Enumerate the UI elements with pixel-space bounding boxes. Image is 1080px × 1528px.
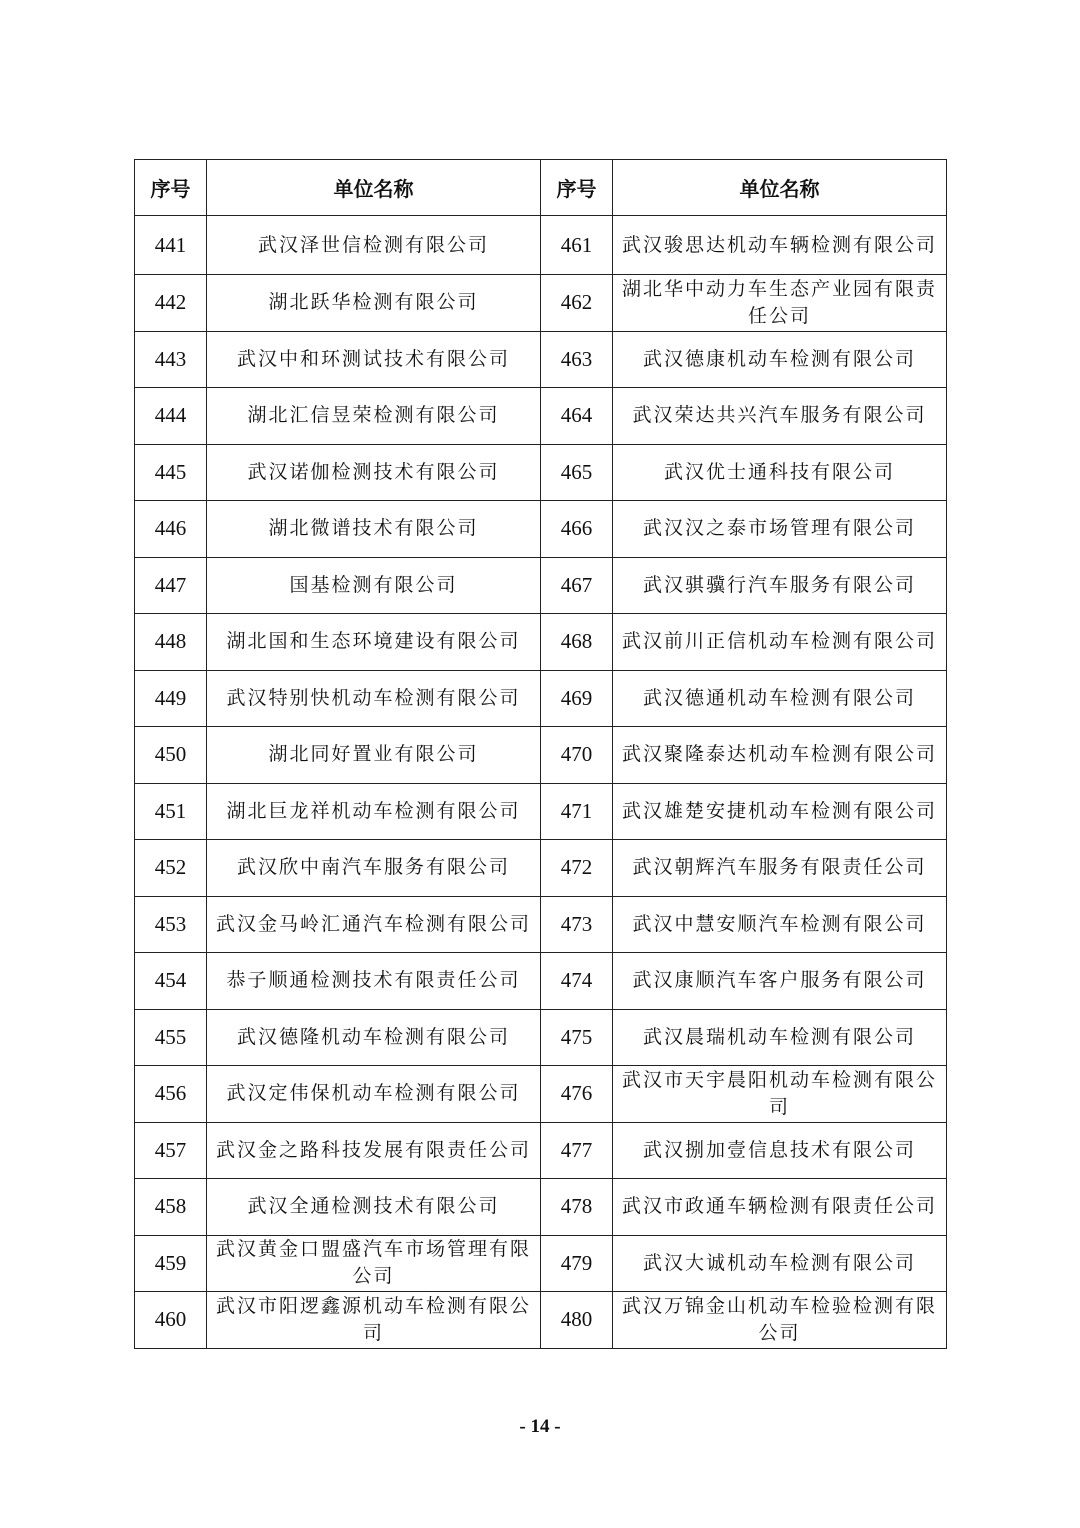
- left-name-cell: 湖北微谱技术有限公司: [207, 501, 541, 558]
- right-name-cell: 武汉汉之泰市场管理有限公司: [613, 501, 947, 558]
- header-name-right: 单位名称: [613, 160, 947, 216]
- table-row: [135, 896, 947, 953]
- table-row: [135, 557, 947, 614]
- left-seq-cell: 446: [135, 501, 207, 558]
- right-name-cell: 武汉荣达共兴汽车服务有限公司: [613, 388, 947, 445]
- left-name-cell: 武汉全通检测技术有限公司: [207, 1179, 541, 1236]
- table-row: [135, 1122, 947, 1179]
- right-name-cell: 武汉万锦金山机动车检验检测有限公司: [613, 1292, 947, 1349]
- left-name-cell: 湖北巨龙祥机动车检测有限公司: [207, 783, 541, 840]
- left-name-cell: 武汉德隆机动车检测有限公司: [207, 1009, 541, 1066]
- right-seq-cell: 464: [541, 388, 613, 445]
- left-seq-cell: 455: [135, 1009, 207, 1066]
- right-seq-cell: 471: [541, 783, 613, 840]
- right-seq-cell: 478: [541, 1179, 613, 1236]
- left-seq-cell: 443: [135, 331, 207, 388]
- right-name-cell: 武汉康顺汽车客户服务有限公司: [613, 953, 947, 1010]
- left-seq-cell: 458: [135, 1179, 207, 1236]
- right-name-cell: 湖北华中动力车生态产业园有限责任公司: [613, 275, 947, 332]
- header-seq-right: 序号: [541, 160, 613, 216]
- right-seq-cell: 480: [541, 1292, 613, 1349]
- right-name-cell: 武汉雄楚安捷机动车检测有限公司: [613, 783, 947, 840]
- right-seq-cell: 470: [541, 727, 613, 784]
- left-name-cell: 武汉金马岭汇通汽车检测有限公司: [207, 896, 541, 953]
- table-row: [135, 783, 947, 840]
- right-seq-cell: 469: [541, 670, 613, 727]
- right-name-cell: 武汉中慧安顺汽车检测有限公司: [613, 896, 947, 953]
- left-seq-cell: 457: [135, 1122, 207, 1179]
- right-name-cell: 武汉朝辉汽车服务有限责任公司: [613, 840, 947, 897]
- left-name-cell: 武汉泽世信检测有限公司: [207, 216, 541, 275]
- table-row: [135, 1066, 947, 1123]
- table-row: [135, 1009, 947, 1066]
- right-seq-cell: 475: [541, 1009, 613, 1066]
- right-name-cell: 武汉市政通车辆检测有限责任公司: [613, 1179, 947, 1236]
- table-row: [135, 953, 947, 1010]
- right-name-cell: 武汉骐骥行汽车服务有限公司: [613, 557, 947, 614]
- right-seq-cell: 477: [541, 1122, 613, 1179]
- left-name-cell: 武汉诺伽检测技术有限公司: [207, 444, 541, 501]
- left-name-cell: 武汉市阳逻鑫源机动车检测有限公司: [207, 1292, 541, 1349]
- left-seq-cell: 448: [135, 614, 207, 671]
- company-list-table: [134, 159, 947, 1349]
- table-row: [135, 670, 947, 727]
- right-name-cell: 武汉晨瑞机动车检测有限公司: [613, 1009, 947, 1066]
- table-header-row: [135, 160, 947, 216]
- page-number: - 14 -: [519, 1416, 561, 1437]
- right-seq-cell: 479: [541, 1235, 613, 1292]
- left-seq-cell: 441: [135, 216, 207, 275]
- left-name-cell: 湖北国和生态环境建设有限公司: [207, 614, 541, 671]
- table-row: [135, 727, 947, 784]
- right-seq-cell: 463: [541, 331, 613, 388]
- header-name-left: 单位名称: [207, 160, 541, 216]
- left-name-cell: 武汉定伟保机动车检测有限公司: [207, 1066, 541, 1123]
- right-name-cell: 武汉德通机动车检测有限公司: [613, 670, 947, 727]
- left-name-cell: 恭子顺通检测技术有限责任公司: [207, 953, 541, 1010]
- right-name-cell: 武汉前川正信机动车检测有限公司: [613, 614, 947, 671]
- left-name-cell: 国基检测有限公司: [207, 557, 541, 614]
- left-name-cell: 武汉中和环测试技术有限公司: [207, 331, 541, 388]
- left-seq-cell: 445: [135, 444, 207, 501]
- right-seq-cell: 466: [541, 501, 613, 558]
- right-name-cell: 武汉聚隆泰达机动车检测有限公司: [613, 727, 947, 784]
- right-seq-cell: 468: [541, 614, 613, 671]
- left-seq-cell: 454: [135, 953, 207, 1010]
- header-seq-left: 序号: [135, 160, 207, 216]
- left-seq-cell: 459: [135, 1235, 207, 1292]
- right-seq-cell: 473: [541, 896, 613, 953]
- right-name-cell: 武汉大诚机动车检测有限公司: [613, 1235, 947, 1292]
- table-row: [135, 388, 947, 445]
- left-seq-cell: 447: [135, 557, 207, 614]
- right-name-cell: 武汉德康机动车检测有限公司: [613, 331, 947, 388]
- right-seq-cell: 467: [541, 557, 613, 614]
- left-seq-cell: 442: [135, 275, 207, 332]
- left-name-cell: 湖北跃华检测有限公司: [207, 275, 541, 332]
- left-seq-cell: 452: [135, 840, 207, 897]
- left-seq-cell: 460: [135, 1292, 207, 1349]
- table-row: [135, 1292, 947, 1349]
- table-row: [135, 331, 947, 388]
- table-row: [135, 275, 947, 332]
- left-name-cell: 武汉黄金口盟盛汽车市场管理有限公司: [207, 1235, 541, 1292]
- right-name-cell: 武汉市天宇晨阳机动车检测有限公司: [613, 1066, 947, 1123]
- table-row: [135, 1179, 947, 1236]
- table-body: [135, 216, 947, 1349]
- right-seq-cell: 472: [541, 840, 613, 897]
- right-name-cell: 武汉捌加壹信息技术有限公司: [613, 1122, 947, 1179]
- table-row: [135, 444, 947, 501]
- right-seq-cell: 461: [541, 216, 613, 275]
- left-name-cell: 武汉欣中南汽车服务有限公司: [207, 840, 541, 897]
- table-row: [135, 614, 947, 671]
- table-row: [135, 216, 947, 275]
- right-seq-cell: 474: [541, 953, 613, 1010]
- left-name-cell: 湖北汇信昱荣检测有限公司: [207, 388, 541, 445]
- right-seq-cell: 462: [541, 275, 613, 332]
- table-row: [135, 1235, 947, 1292]
- left-seq-cell: 456: [135, 1066, 207, 1123]
- left-seq-cell: 449: [135, 670, 207, 727]
- left-seq-cell: 453: [135, 896, 207, 953]
- left-seq-cell: 451: [135, 783, 207, 840]
- left-name-cell: 武汉特别快机动车检测有限公司: [207, 670, 541, 727]
- right-seq-cell: 465: [541, 444, 613, 501]
- right-name-cell: 武汉优士通科技有限公司: [613, 444, 947, 501]
- right-name-cell: 武汉骏思达机动车辆检测有限公司: [613, 216, 947, 275]
- table-row: [135, 840, 947, 897]
- left-seq-cell: 444: [135, 388, 207, 445]
- left-seq-cell: 450: [135, 727, 207, 784]
- right-seq-cell: 476: [541, 1066, 613, 1123]
- table-row: [135, 501, 947, 558]
- left-name-cell: 湖北同好置业有限公司: [207, 727, 541, 784]
- left-name-cell: 武汉金之路科技发展有限责任公司: [207, 1122, 541, 1179]
